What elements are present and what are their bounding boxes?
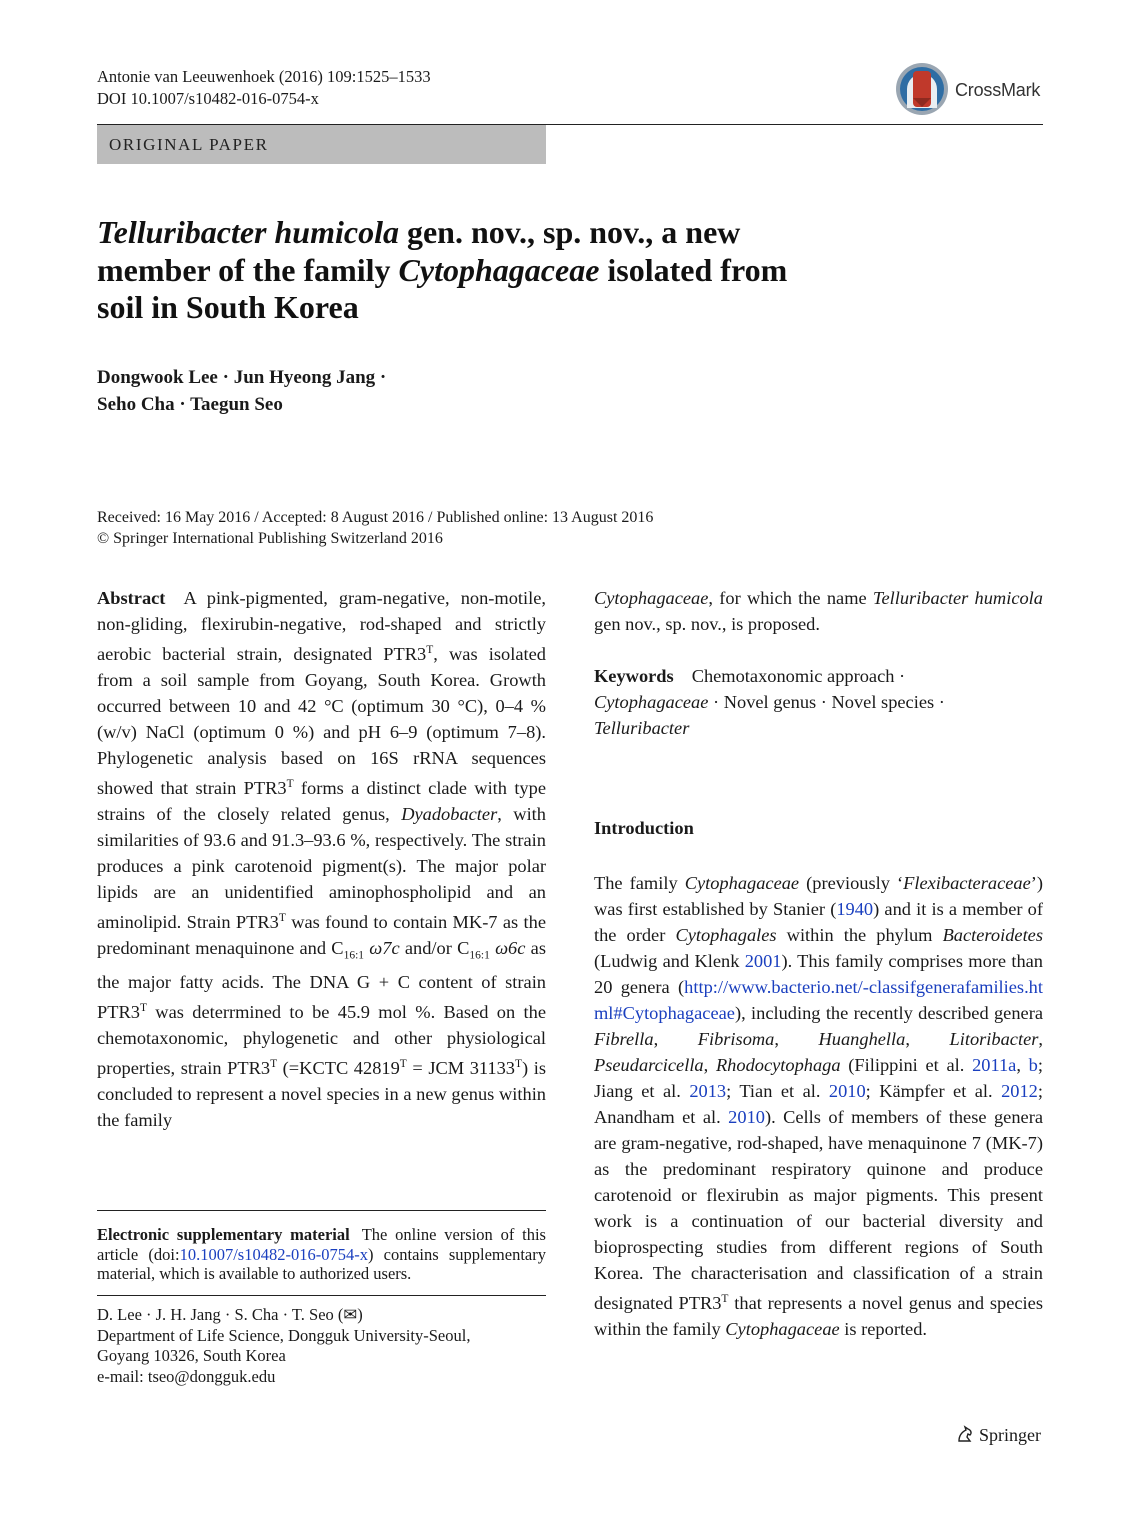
springer-label: Springer — [979, 1425, 1041, 1445]
journal-line: Antonie van Leeuwenhoek (2016) 109:1525–1533 — [97, 67, 431, 86]
abstract-continuation: Cytophagaceae, for which the name Telluribacter humicola gen nov., sp. nov., is proposed. Keywords Chemotaxonomic approach · Cytophagaceae · Novel genus · Novel species · Telluribacter — [594, 585, 1043, 741]
abstract: Abstract A pink-pigmented, gram-negative, non-motile, non-gliding, flexirubin-negative, rod-shaped and strictly aerobic bacterial strain, designated $PTR3^T$, was isolated from a soil sample from Goyang, South Korea. Growth occurred between 10 and 42 °C (optimum 30 °C), 0–4 % (w/v) NaCl (optimum 0 %) and pH 6–9 (optimum 7–8). Phylogenetic analysis based on 16S rRNA sequences showed that strain $PTR3^T$ forms a distinct clade with type strains of the closely related genus, Dyadobacter, with similarities of 93.6 and 91.3–93.6 %, respectively. The strain produces a pink carotenoid pigment(s). The major polar lipids are an unidentified aminophospholipid and an aminolipid. Strain $PTR3^T$ was found to contain MK-7 as the predominant menaquinone and $C_{16:1}$ ω7c and/or $C_{16:1}$ ω6c as the major fatty acids. The DNA G + C content of strain $PTR3^T$ was deterrmined to be 45.9 mol %. Based on the chemotaxonomic, phylogenetic and other physiological properties, strain $PTR3^T$ (=KCTC $42819^T$ = JCM $31133^T$) is concluded to represent a novel species in a new genus within the family — [97, 588, 546, 1131]
keywords-label: Keywords — [594, 666, 674, 686]
footnote-rule-1 — [97, 1210, 546, 1211]
ref-ludwig-2001[interactable]: 2001 — [744, 951, 782, 971]
ref-anandham-2010[interactable]: 2010 — [728, 1107, 765, 1127]
springer-horse-icon — [955, 1424, 975, 1444]
ref-jiang-2013[interactable]: 2013 — [689, 1081, 727, 1101]
springer-logo — [955, 1424, 1041, 1446]
authors-line-1: Dongwook Lee · Jun Hyeong Jang · — [97, 367, 387, 388]
copyright-line: © Springer International Publishing Switzerland 2016 — [97, 530, 443, 547]
ref-filippini-2011b[interactable]: b — [1028, 1055, 1038, 1075]
doi-line: DOI 10.1007/s10482-016-0754-x — [97, 89, 319, 108]
affil-email[interactable]: e-mail: tseo@dongguk.edu — [97, 1366, 276, 1386]
bacterio-url-link[interactable]: http://www.bacterio.net/-classifgenerafamilies.html#Cytophagaceae — [594, 977, 1043, 1023]
affil-names: D. Lee · J. H. Jang · S. Cha · T. Seo (✉) — [97, 1305, 363, 1324]
publication-dates — [97, 507, 653, 549]
ref-tian-2010[interactable]: 2010 — [828, 1081, 866, 1101]
crossmark-label: CrossMark — [955, 80, 1041, 100]
crossmark-icon — [895, 62, 949, 116]
introduction-body: The family Cytophagaceae (previously ‘Flexibacteraceae’) was first established by Stanier (1940) and it is a member of the order Cytophagales within the phylum Bacteroidetes (Ludwig and Klenk 2001). This family comprises more than 20 genera (http://www.bacterio.net/-classifgenerafamilies.html#Cytophagaceae), including the recently described genera Fibrella, Fibrisoma, Huanghella, Litoribacter, Pseudarcicella, Rhodocytophaga (Filippini et al. 2011a, b; Jiang et al. 2013; Tian et al. 2010; Kämpfer et al. 2012; Anandham et al. 2010). Cells of members of these genera are gram-negative, rod-shaped, have menaquinone 7 (MK-7) as the predominant respiratory quinone and produce carotenoid or flexirubin as major pigments. This present work is a continuation of our bacterial diversity and bioprospecting studies from different regions of South Korea. The characterisation and classification of a strain designated $PTR3^T$ that represents a novel genus and species within the family Cytophagaceae is reported. — [594, 873, 1044, 1340]
author-list — [97, 364, 386, 418]
affiliation — [97, 1305, 546, 1387]
title-genus: Telluribacter humicola — [97, 214, 399, 250]
abstract-label: Abstract — [97, 588, 166, 608]
supplementary-note: Electronic supplementary material The online version of this article (doi:10.1007/s10482-016-0754-x) contains supplementary material, which is available to authorized users. — [97, 1225, 546, 1283]
crossmark-badge[interactable] — [893, 62, 1043, 118]
journal-citation — [97, 66, 431, 110]
ref-filippini-2011a[interactable]: 2011a — [972, 1055, 1017, 1075]
esm-label: Electronic supplementary material — [97, 1225, 350, 1244]
affil-dept: Department of Life Science, Dongguk University-Seoul, — [97, 1325, 471, 1345]
paper-type-band: ORIGINAL PAPER — [97, 125, 546, 164]
title-family: Cytophagaceae — [398, 251, 600, 288]
paper-title: Telluribacter humicola gen. nov., sp. nov., a new member of the family Cytophagaceae isolated from soil in South Korea — [97, 214, 788, 325]
authors-line-2: Seho Cha · Taegun Seo — [97, 394, 283, 415]
dates-line: Received: 16 May 2016 / Accepted: 8 August 2016 / Published online: 13 August 2016 — [97, 509, 654, 526]
keywords: Keywords Chemotaxonomic approach · Cytophagaceae · Novel genus · Novel species · Telluribacter — [594, 666, 945, 738]
footnote-rule-2 — [97, 1295, 546, 1296]
ref-kampfer-2012[interactable]: 2012 — [1001, 1081, 1038, 1101]
introduction-heading: Introduction — [594, 818, 694, 838]
affil-city: Goyang 10326, South Korea — [97, 1346, 286, 1365]
ref-stanier-1940[interactable]: 1940 — [836, 899, 874, 919]
esm-doi-link[interactable]: 10.1007/s10482-016-0754-x — [179, 1244, 368, 1264]
